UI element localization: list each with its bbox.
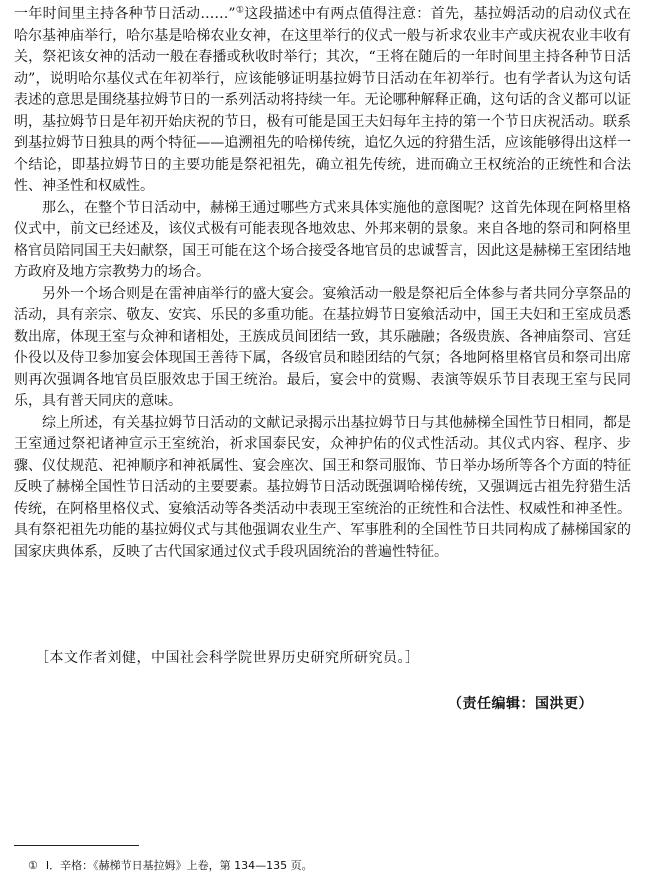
footnote-ref[interactable]: ①: [235, 5, 245, 16]
footnote-text: I．辛格：《赫梯节日基拉姆》上卷，第 134—135 页。: [45, 859, 313, 872]
footnote-marker: ①: [28, 859, 38, 872]
author-note: ［本文作者刘健，中国社会科学院世界历史研究所研究员。］: [35, 650, 420, 666]
paragraph-3: 另外一个场合则是在雷神庙举行的盛大宴会。宴飨活动一般是祭祀后全体参与者共同分享祭品的活动，具有亲宗、敬友、安宾、乐民的多重功能。在基拉姆节日宴飨活动中，国王夫妇和王室成员悉数出席，体现王室与众神和诸相处，王族成员间团结一致，其乐融融；各级贵族、各神庙祭司、宫廷仆役以及侍卫参加宴会体现国王善待下属，各级官员和睦团结的气氛；各地阿格里格官员和祭司出席则再次强调各地官员臣服效忠于国王统治。最后，宴会中的赏赐、表演等娱乐节目表现王室与民同乐，具有普天同庆的意味。: [14, 285, 631, 409]
paragraph-2: 那么，在整个节日活动中，赫梯王通过哪些方式来具体实施他的意图呢？这首先体现在阿格里格仪式中，前文已经述及，该仪式极有可能表现各地效忠、外邦来朝的景象。来自各地的祭司和阿格里格官员陪同国王夫妇献祭，国王可能在这个场合接受各地官员的忠诚誓言，因此这是赫梯王室团结地方政府及地方宗教势力的场合。: [14, 199, 631, 280]
paragraph-1-text-a: 一年时间里主持各种节日活动……”: [14, 6, 236, 22]
paragraph-1-text-b: 这段描述中有两点值得注意：首先，基拉姆活动的启动仪式在哈尔基神庙举行，哈尔基是哈梯农业女神，在这里举行的仪式一般与祈求农业丰产或庆祝农业丰收有关，祭祀该女神的活动一般在春播或秋收时举行；其次，“王将在随后的一年时间里主持各种节日活动”，说明哈尔基仪式在年初举行，应该能够证明基拉姆节日活动在年初举行。也有学者认为这句话表述的意思是围绕基拉姆节日的一系列活动将持续一年。无论哪种解释正确，这句话的含义都可以证明，基拉姆节日是年初开始庆祝的节日，极有可能是国王夫妇每年主持的第一个节日庆祝活动。联系到基拉姆节日独具的两个特征——追溯祖先的哈梯传统，追忆久远的狩猎生活，应该能够得出这样一个结论，即基拉姆节日的主要功能是祭祀祖先，确立祖先传统，进而确立王权统治的正统性和合法性、神圣性和权威性。: [14, 6, 631, 194]
responsible-editor: （责任编辑：国洪更）: [448, 696, 593, 712]
paragraph-4: 综上所述，有关基拉姆节日活动的文献记录揭示出基拉姆节日与其他赫梯全国性节日相同，都是王室通过祭祀诸神宣示王室统治，祈求国泰民安，众神护佑的仪式性活动。其仪式内容、程序、步骤、仪仗规范、祀神顺序和神祇属性、宴会座次、国王和祭司服饰、节日举办场所等各个方面的特征反映了赫梯全国性节日活动的主要要素。基拉姆节日活动既强调哈梯传统，又强调远古祖先狩猎生活传统，在阿格里格仪式、宴飨活动等各类活动中表现王室统治的正统性和合法性、权威性和神圣性。具有祭祀祖先功能的基拉姆仪式与其他强调农业生产、军事胜利的全国性节日共同构成了赫梯国家的国家庆典体系，反映了古代国家通过仪式手段巩固统治的普遍性特征。: [14, 414, 631, 560]
footnote-divider: [14, 845, 139, 846]
paragraph-1: [14, 4, 631, 198]
article-body: [14, 4, 631, 563]
footnote: [28, 858, 313, 874]
